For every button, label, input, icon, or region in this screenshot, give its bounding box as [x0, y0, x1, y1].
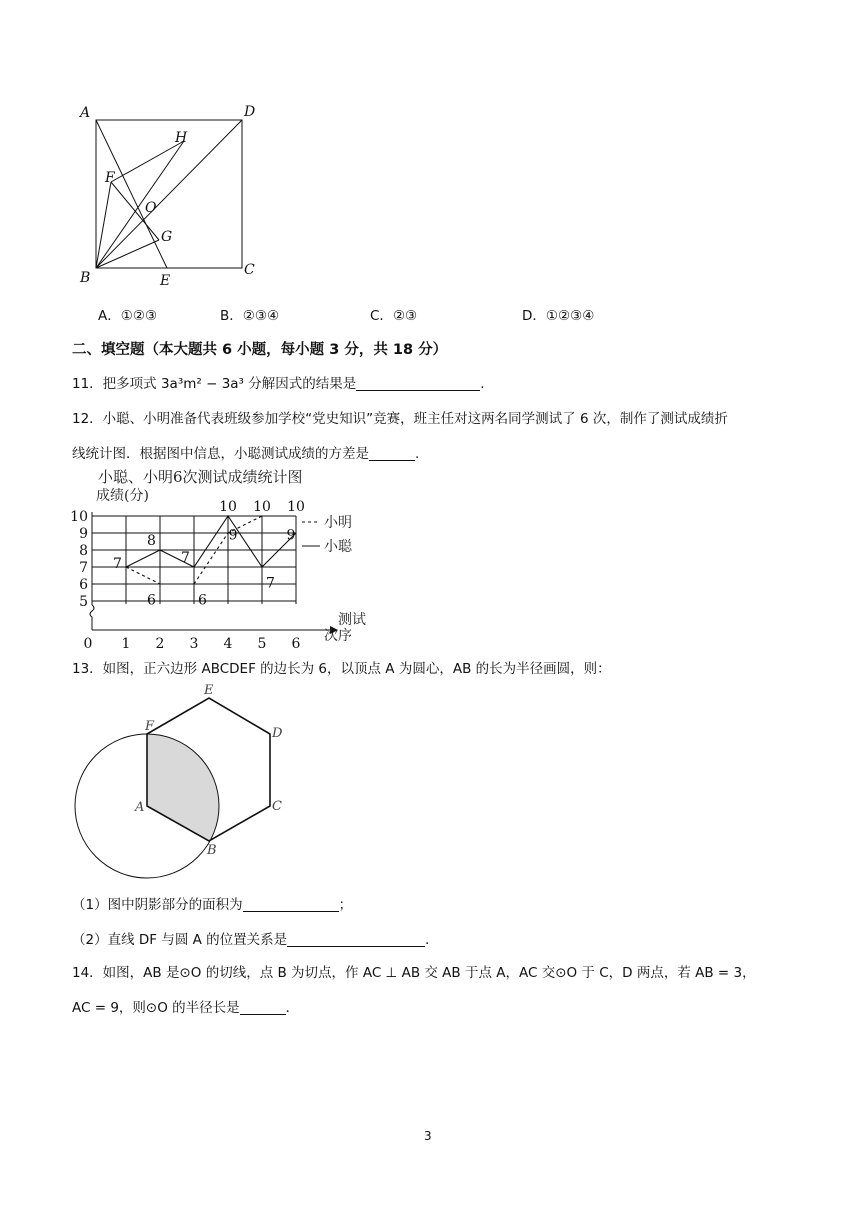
data-label: 7: [266, 575, 275, 592]
q12-text: 线统计图．根据图中信息，小聪测试成绩的方差是: [72, 446, 369, 462]
legend-label-xiaocong: 小聪: [324, 539, 352, 555]
data-label: 10: [253, 498, 271, 515]
point-label: A: [135, 800, 145, 815]
choice-a[interactable]: [98, 304, 157, 324]
square-figure: [72, 98, 272, 290]
x-tick-label: 5: [257, 636, 267, 648]
point-label: O: [145, 200, 157, 216]
answer-blank[interactable]: [356, 376, 480, 391]
choice-b[interactable]: [220, 304, 279, 324]
chart-xlabel-1: 测试: [338, 612, 366, 628]
q12-end: .: [415, 446, 420, 462]
question-14-line2: [72, 996, 299, 1016]
choice-text: ②③: [392, 308, 418, 324]
point-label: E: [160, 273, 171, 289]
page-number: 3: [424, 1129, 432, 1143]
data-label: 6: [198, 592, 207, 609]
axis-break: [90, 605, 94, 630]
question-11: [72, 372, 485, 392]
y-tick-label: 7: [79, 560, 88, 576]
q14-text: AC = 9，则⊙O 的半径长是: [72, 1000, 240, 1016]
question-13-sub1: [72, 893, 352, 913]
chart-title: 小聪、小明6次测试成绩统计图: [98, 468, 303, 486]
point-label: D: [272, 726, 283, 741]
data-label: 9: [228, 527, 238, 544]
point-label: G: [161, 229, 173, 245]
point-label: E: [204, 683, 214, 698]
answer-blank[interactable]: [243, 897, 339, 912]
chart-ylabel: 成绩(分): [96, 488, 149, 504]
x-tick-label: 2: [155, 636, 165, 648]
point-label: B: [207, 843, 217, 858]
choice-letter: A．: [98, 308, 121, 324]
y-tick-label: 5: [79, 594, 88, 610]
x-tick-label: 3: [189, 636, 199, 648]
choice-text: ①②③④: [545, 308, 595, 324]
q13-sub2-end: ．: [425, 932, 439, 948]
q13-sub2-text: （2）直线 DF 与圆 A 的位置关系是: [72, 932, 288, 948]
data-label: 9: [286, 527, 296, 544]
x-tick-label: 4: [223, 636, 233, 648]
q13-sub1-end: ；: [338, 897, 353, 913]
answer-blank[interactable]: [240, 1000, 286, 1015]
point-label: D: [244, 104, 256, 120]
q11-end: .: [480, 376, 485, 392]
point-label: C: [244, 262, 255, 278]
x-tick-label: 1: [121, 636, 131, 648]
data-label: 7: [181, 549, 190, 566]
question-12-line1: 12．小聪、小明准备代表班级参加学校“党史知识”竞赛，班主任对这两名同学测试了 6 次，制作了测试成绩折: [72, 411, 728, 427]
choice-text: ①②③: [120, 308, 158, 324]
question-14-line1: 14．如图，AB 是⊙O 的切线，点 B 为切点，作 AC ⊥ AB 交 AB 于点 A，AC 交⊙O 于 C，D 两点，若 AB = 3，: [72, 965, 756, 981]
choice-d[interactable]: [522, 304, 594, 324]
choice-letter: B．: [220, 308, 243, 324]
question-13-sub2: [72, 928, 439, 948]
data-label: 8: [147, 532, 156, 549]
section-title: 二、填空题（本大题共 6 小题，每小题 3 分，共 18 分）: [72, 342, 448, 358]
q11-text: 11．把多项式 3a³m² − 3a³ 分解因式的结果是: [72, 376, 357, 392]
x-tick-label: 0: [83, 636, 93, 648]
y-tick-label: 9: [79, 526, 88, 542]
data-label: 10: [219, 498, 237, 515]
chart-xlabel-2: 次序: [324, 628, 352, 644]
chart-labels: [70, 499, 305, 648]
point-label: F: [145, 719, 155, 734]
choice-letter: C．: [370, 308, 393, 324]
y-tick-label: 6: [79, 577, 88, 593]
q13-sub1-text: （1）图中阴影部分的面积为: [72, 897, 243, 913]
answer-blank[interactable]: [369, 446, 415, 461]
question-12-line2: [72, 442, 419, 462]
y-tick-label: 10: [70, 509, 88, 525]
answer-blank[interactable]: [287, 932, 425, 947]
point-label: F: [105, 170, 115, 186]
data-label: 6: [147, 592, 156, 609]
point-label: A: [80, 105, 91, 121]
hexagon-circle-figure: [70, 680, 300, 880]
x-tick-label: 6: [291, 636, 301, 648]
question-13: 13．如图，正六边形 ABCDEF 的边长为 6，以顶点 A 为圆心，AB 的长为半径画圆，则：: [72, 661, 611, 677]
choice-text: ②③④: [242, 308, 280, 324]
choice-c[interactable]: [370, 304, 417, 324]
legend-label-xiaoming: 小明: [324, 515, 352, 531]
data-label: 7: [113, 555, 122, 572]
point-label: H: [175, 130, 188, 146]
data-label: 10: [287, 498, 305, 515]
point-label: C: [272, 799, 282, 814]
line-chart: [62, 462, 372, 648]
chart-grid: [90, 512, 338, 634]
q14-end: ．: [285, 1000, 300, 1016]
point-label: B: [80, 270, 91, 286]
choice-letter: D．: [522, 308, 546, 324]
y-tick-label: 8: [79, 543, 88, 559]
